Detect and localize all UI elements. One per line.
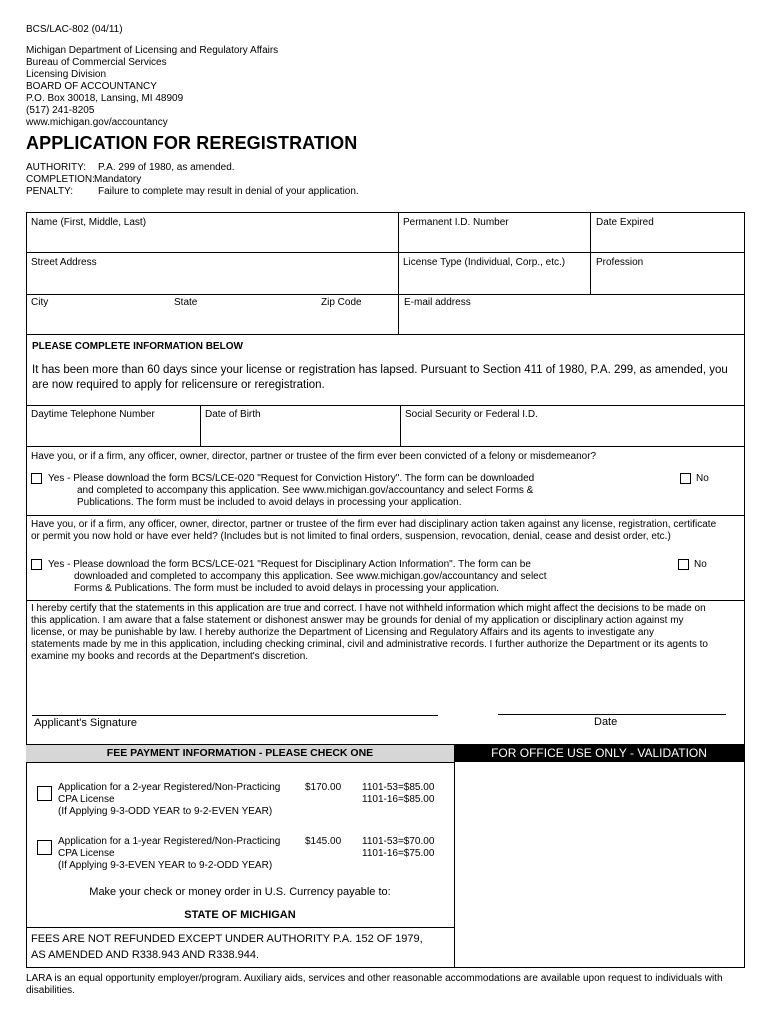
agency-line: Michigan Department of Licensing and Regulatory Affairs (26, 45, 279, 56)
conviction-yes-line: Yes - Please download the form BCS/LCE-020 "Request for Conviction History". The form can be downloaded (48, 473, 535, 484)
footer-line: disabilities. (26, 985, 75, 996)
divider (398, 212, 399, 334)
disciplinary-yes-checkbox[interactable] (31, 559, 42, 570)
agency-block (26, 45, 278, 129)
refund-notice (31, 931, 451, 963)
license-type-field[interactable]: License Type (Individual, Corp., etc.) (403, 257, 566, 268)
penalty-value: Failure to complete may result in denial of your application. (98, 186, 359, 197)
fee-split-line: 1101-16=$85.00 (362, 794, 435, 805)
divider (454, 744, 455, 967)
certification-line: I hereby certify that the statements in this application are true and correct. I have not withheld information which might affect the decisions to be made on (31, 603, 706, 614)
fee-split-line: 1101-16=$75.00 (362, 848, 435, 859)
completion-value: Mandatory (94, 174, 142, 185)
agency-line: BOARD OF ACCOUNTANCY (26, 81, 157, 92)
date-of-birth-field[interactable]: Date of Birth (205, 409, 261, 420)
authority-label: AUTHORITY: (26, 162, 87, 173)
penalty-label: PENALTY: (26, 186, 74, 197)
divider (26, 252, 744, 253)
agency-line: Licensing Division (26, 69, 107, 80)
refund-line: FEES ARE NOT REFUNDED EXCEPT UNDER AUTHORITY P.A. 152 OF 1979, (31, 933, 423, 945)
divider (400, 405, 401, 446)
agency-line: Bureau of Commercial Services (26, 57, 167, 68)
fee-option-line: (If Applying 9-3-ODD YEAR to 9-2-EVEN YEAR) (58, 806, 273, 817)
disciplinary-question-line: Have you, or if a firm, any officer, owner, director, partner or trustee of the firm ever had disciplinary action taken against any license, registration, certificate (31, 519, 717, 530)
two-year-fee-text (58, 782, 303, 818)
state-field[interactable]: State (174, 297, 198, 308)
conviction-yes-text (48, 473, 568, 509)
conviction-question: Have you, or if a firm, any officer, owner, director, partner or trustee of the firm ever been convicted of a felony or misdemeanor? (31, 451, 597, 462)
certification-line: license, or may be punishable by law. I hereby authorize the Department of Licensing and Regulatory Affairs and its agents to investigate any (31, 627, 654, 638)
one-year-fee-checkbox[interactable] (37, 840, 52, 855)
certification-line: statements made by me in this application, including checking criminal, civil and administrative records. I further authorize the Department or its agents to (31, 639, 708, 650)
conviction-yes-checkbox[interactable] (31, 473, 42, 484)
disciplinary-yes-line: downloaded and completed to accompany this application. See www.michigan.gov/accountancy and select (74, 571, 547, 582)
form-code: BCS/LAC-802 (04/11) (26, 24, 123, 35)
authority-value: P.A. 299 of 1980, as amended. (98, 162, 235, 173)
fee-option-line: CPA License (58, 794, 115, 805)
payable-instruction: Make your check or money order in U.S. Currency payable to: (89, 886, 391, 898)
fee-option-line: (If Applying 9-3-EVEN YEAR to 9-2-ODD YEAR) (58, 860, 273, 871)
divider (26, 927, 454, 928)
office-use-heading: FOR OFFICE USE ONLY - VALIDATION (491, 746, 707, 760)
footer-notice (26, 973, 746, 997)
street-address-field[interactable]: Street Address (31, 257, 97, 268)
two-year-fee-checkbox[interactable] (37, 786, 52, 801)
zip-code-field[interactable]: Zip Code (321, 297, 362, 308)
completion-label: COMPLETION: (26, 174, 95, 185)
disciplinary-question (31, 519, 743, 543)
phone-field[interactable]: Daytime Telephone Number (31, 409, 155, 420)
conviction-no-checkbox[interactable] (680, 473, 691, 484)
date-label: Date (594, 716, 618, 728)
conviction-yes-line: Publications. The form must be included to avoid delays in processing your application. (77, 497, 462, 508)
divider (26, 600, 744, 601)
fee-split-line: 1101-53=$85.00 (362, 782, 435, 793)
info-line: It has been more than 60 days since your license or registration has lapsed. Pursuant to Section 411 of 1980, P.A. 299, as amended, you (32, 364, 728, 376)
conviction-yes-line: and completed to accompany this application. See www.michigan.gov/accountancy and select Forms & (77, 485, 534, 496)
fee-option-line: Application for a 2-year Registered/Non-Practicing (58, 782, 281, 793)
fee-option-line: Application for a 1-year Registered/Non-Practicing (58, 836, 281, 847)
page-title: APPLICATION FOR REREGISTRATION (26, 133, 358, 153)
divider (26, 446, 744, 447)
refund-line: AS AMENDED AND R338.943 AND R338.944. (31, 949, 260, 961)
disciplinary-no-checkbox[interactable] (678, 559, 689, 570)
divider (26, 334, 744, 335)
agency-website: www.michigan.gov/accountancy (26, 117, 168, 128)
permanent-id-field[interactable]: Permanent I.D. Number (403, 217, 509, 228)
applicant-signature-line[interactable] (32, 715, 438, 716)
disciplinary-question-line: or permit you now hold or have ever held? (Includes but is not limited to final orders, suspension, revocation, denial, cease and desist order, etc.) (31, 531, 671, 542)
disciplinary-yes-text (48, 559, 568, 595)
info-heading: PLEASE COMPLETE INFORMATION BELOW (32, 341, 243, 352)
one-year-fee-text (58, 836, 303, 872)
name-field[interactable]: Name (First, Middle, Last) (31, 217, 147, 228)
certification-line: examine my books and records at the Department's discretion. (31, 651, 309, 662)
info-text (32, 363, 737, 393)
one-year-fee-split (362, 836, 434, 860)
profession-field[interactable]: Profession (596, 257, 644, 268)
date-line[interactable] (498, 714, 726, 715)
divider (590, 212, 591, 294)
disciplinary-yes-line: Forms & Publications. The form must be included to avoid delays in processing your application. (74, 583, 500, 594)
certification-line: this application. I am aware that a false statement or dishonest answer may be grounds for denial of my application or disciplinary action against my (31, 615, 684, 626)
authority-block (26, 162, 426, 198)
ssn-field[interactable]: Social Security or Federal I.D. (405, 409, 538, 420)
agency-line: P.O. Box 30018, Lansing, MI 48909 (26, 93, 184, 104)
payee-name: STATE OF MICHIGAN (184, 909, 296, 921)
two-year-fee-split (362, 782, 434, 806)
applicant-signature-label: Applicant's Signature (34, 717, 137, 729)
divider (200, 405, 201, 446)
fee-split-line: 1101-53=$70.00 (362, 836, 435, 847)
divider (26, 515, 744, 516)
two-year-fee-amount: $170.00 (305, 782, 342, 793)
one-year-fee-amount: $145.00 (305, 836, 342, 847)
divider (26, 405, 744, 406)
info-line: are now required to apply for relicensure or reregistration. (32, 379, 325, 391)
divider (26, 294, 744, 295)
fee-heading: FEE PAYMENT INFORMATION - PLEASE CHECK ONE (106, 747, 374, 759)
disciplinary-yes-line: Yes - Please download the form BCS/LCE-021 "Request for Disciplinary Action Information". The form can be (48, 559, 531, 570)
fee-option-line: CPA License (58, 848, 115, 859)
agency-line: (517) 241-8205 (26, 105, 95, 116)
footer-line: LARA is an equal opportunity employer/program. Auxiliary aids, services and other reasonable accommodations are available upon request to individuals with (26, 973, 723, 984)
date-expired-field[interactable]: Date Expired (596, 217, 654, 228)
conviction-no-label: No (696, 473, 709, 484)
email-field[interactable]: E-mail address (404, 297, 471, 308)
certification-text (31, 603, 743, 663)
disciplinary-no-label: No (694, 559, 707, 570)
city-field[interactable]: City (31, 297, 49, 308)
